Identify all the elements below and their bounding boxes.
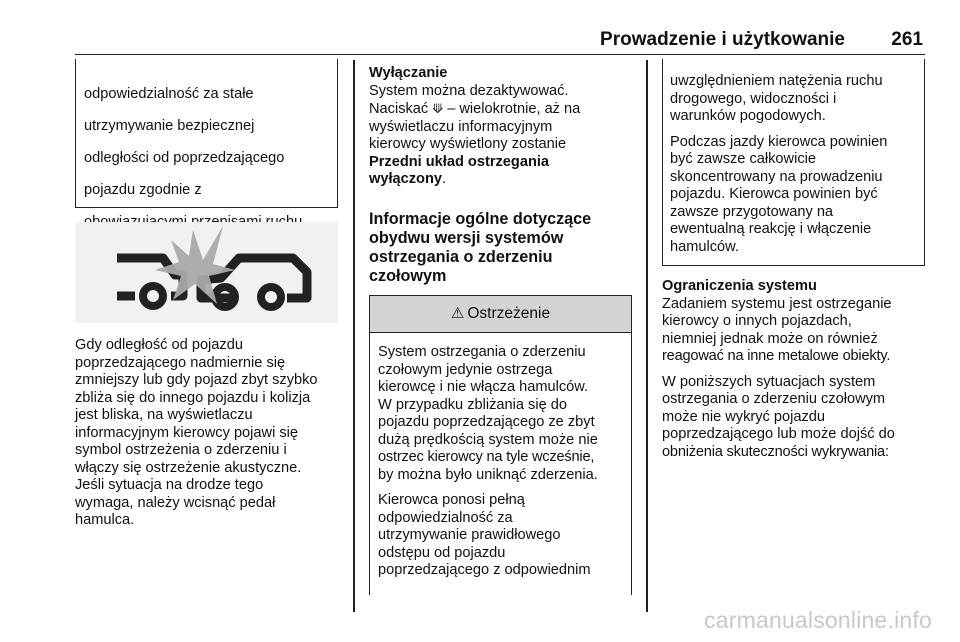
- text-line: warunków pogodowych.: [670, 108, 826, 124]
- text-line: pojazdu. Kierowca powinien być: [670, 186, 878, 202]
- warning-body: [370, 333, 631, 580]
- text-line: reagować na inne metalowe obiekty.: [662, 348, 891, 364]
- text-line: uwzględnieniem natężenia ruchu: [670, 73, 883, 89]
- text-line: odstępu od pojazdu: [378, 544, 506, 561]
- text-fragment: .: [442, 171, 447, 187]
- text-line: wymaga, należy wcisnąć pedał: [75, 494, 276, 511]
- collision-warning-symbol-icon: [75, 222, 338, 323]
- section-title-deactivation: Wyłączanie: [369, 65, 448, 81]
- heading-line: Informacje ogólne dotyczące: [369, 210, 592, 228]
- text-line: symbol ostrzeżenia o zderzeniu i: [75, 442, 287, 458]
- heading-line: obydwu wersji systemów: [369, 229, 564, 247]
- text-line: by można było uniknąć zderzenia.: [378, 466, 598, 483]
- warning-box: [369, 295, 632, 595]
- text-line: W poniższych sytuacjach system: [662, 373, 876, 390]
- text-line: poprzedzającego nadmiernie się: [75, 354, 286, 371]
- collision-description: [75, 337, 345, 530]
- heading-line: ostrzegania o zderzeniu: [369, 248, 553, 266]
- text-line: hamulców.: [670, 238, 739, 255]
- text-line: poprzedzającego lub może dojść do: [662, 426, 895, 442]
- text-line: włączy się ostrzeżenie akustyczne.: [75, 459, 302, 476]
- box-line: utrzymywanie bezpiecznej: [84, 117, 255, 134]
- text-line: skoncentrowany na prowadzeniu: [670, 168, 883, 185]
- warning-triangle-icon: ⚠: [450, 305, 465, 323]
- box-line: odległości od poprzedzającego: [84, 149, 285, 166]
- deactivation-section: [369, 65, 639, 189]
- box-line: odpowiedzialność za stałe: [84, 85, 254, 102]
- text-line: Gdy odległość od pojazdu: [75, 337, 243, 353]
- text-line: czołowym jedynie ostrzega: [378, 361, 553, 378]
- text-line: Zadaniem systemu jest ostrzeganie: [662, 295, 892, 312]
- status-message-end: wyłączony: [369, 171, 442, 187]
- warning-title: Ostrzeżenie: [467, 305, 551, 323]
- text-line: hamulca.: [75, 512, 135, 528]
- heading-line: czołowym: [369, 267, 447, 285]
- text-line: może nie wykryć pojazdu: [662, 408, 826, 425]
- collision-warning-illustration: [75, 222, 338, 323]
- warning-header: [370, 296, 631, 333]
- text-line: System ostrzegania o zderzeniu: [378, 344, 586, 360]
- text-line: być zawsze całkowicie: [670, 151, 816, 167]
- text-line: jest bliska, na wyświetlaczu: [75, 407, 253, 423]
- page-number: 261: [891, 29, 923, 50]
- text-line: System można dezaktywować.: [369, 82, 569, 99]
- text-fragment: Naciskać: [369, 101, 433, 117]
- text-line: pojazdu poprzedzającego ze zbyt: [378, 414, 595, 430]
- text-line: kierowcę i nie włącza hamulców.: [378, 379, 589, 395]
- text-line: W przypadku zbliżania się do: [378, 396, 567, 413]
- text-line: Podczas jazdy kierowca powinien: [670, 133, 888, 150]
- column-divider-2: [646, 60, 648, 612]
- status-message-line: Przedni układ ostrzegania: [369, 153, 550, 170]
- system-limitations-section: [662, 278, 932, 461]
- text-line: wyświetlaczu informacyjnym: [369, 118, 553, 135]
- text-line: Jeśli sytuacja na drodze tego: [75, 477, 264, 493]
- text-line: zmniejszy lub gdy pojazd zbyt szybko: [75, 372, 318, 388]
- watermark: carmanualsonline.info: [704, 607, 932, 633]
- text-line: ostrzec kierowcy na tyle wcześnie,: [378, 449, 595, 465]
- mode-button-icon: ⟱: [432, 101, 444, 116]
- page-header: [75, 26, 925, 55]
- section-title-limitations: Ograniczenia systemu: [662, 278, 817, 294]
- text-line: dużą prędkością system może nie: [378, 431, 598, 448]
- text-line: obniżenia skuteczności wykrywania:: [662, 443, 889, 460]
- text-line: [369, 171, 639, 189]
- text-line: utrzymywanie prawidłowego: [378, 527, 561, 543]
- column-divider-1: [353, 60, 355, 612]
- text-line: informacyjnym kierowcy pojawi się: [75, 424, 299, 441]
- text-line: niemniej jednak może on również: [662, 330, 878, 347]
- page-title: Prowadzenie i użytkowanie: [600, 29, 845, 50]
- text-line: kierowcy wyświetlony zostanie: [369, 136, 567, 152]
- text-line: kierowcy o innych pojazdach,: [662, 313, 852, 329]
- text-line: ewentualną reakcję i włączenie: [670, 221, 872, 237]
- continued-warning-box: [75, 59, 338, 208]
- text-line: Kierowca ponosi pełną: [378, 492, 525, 508]
- text-line: poprzedzającego z odpowiednim: [378, 562, 591, 578]
- text-line: zawsze przygotowany na: [670, 203, 834, 220]
- continued-warning-box-right: [662, 59, 925, 266]
- text-line: odpowiedzialność za: [378, 509, 513, 526]
- text-fragment: – wielokrotnie, aż na: [443, 101, 581, 117]
- text-line: drogowego, widoczności i: [670, 90, 837, 107]
- text-line: zbliża się do innego pojazdu i kolizja: [75, 389, 311, 406]
- text-line: [369, 100, 639, 119]
- text-line: ostrzegania o zderzeniu czołowym: [662, 391, 886, 407]
- general-info-heading: [369, 210, 639, 286]
- box-line: pojazdu zgodnie z: [84, 181, 202, 198]
